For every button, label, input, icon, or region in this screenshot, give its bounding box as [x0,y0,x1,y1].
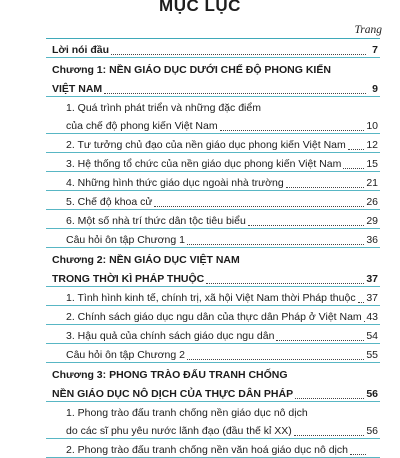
page-title: MỤC LỤC [159,0,241,15]
table-of-contents [46,38,380,458]
toc-chapter-row[interactable] [46,248,380,287]
toc-chapter-row[interactable] [46,58,380,97]
toc-entry-row[interactable] [46,172,380,191]
toc-page-number: 21 [366,177,378,189]
toc-leader-dots [104,92,366,94]
toc-leader-dots [206,282,364,284]
toc-leader-dots [248,224,365,226]
toc-leader-dots [348,148,365,150]
toc-entry-title: Câu hỏi ôn tập Chương 2 [66,349,185,361]
toc-chapter-title: VIỆT NAM [52,83,103,95]
toc-entry-title: 6. Một số nhà trí thức dân tộc tiêu biểu [66,215,246,227]
toc-leader-dots [111,53,366,55]
toc-page-number: 56 [366,388,378,400]
toc-leader-dots [295,397,364,399]
toc-page-number: 12 [366,139,378,151]
toc-chapter-title: Chương 2: NỀN GIÁO DỤC VIỆT NAM [52,254,240,266]
toc-chapter-title: Chương 3: PHONG TRÀO ĐẤU TRANH CHỐNG [52,369,288,381]
toc-entry-row[interactable] [46,439,380,458]
toc-page-number: 15 [366,158,378,170]
toc-page-number: 37 [366,273,378,285]
page-column-label: Trang [354,24,382,36]
toc-entry-title: 1. Quá trình phát triển và những đặc điểm [66,102,261,114]
toc-page-number: 36 [366,234,378,246]
toc-page-number: 10 [366,120,378,132]
toc-leader-dots [220,129,365,131]
toc-entry-title: Lời nói đầu [52,44,110,56]
toc-entry-title: 1. Tình hình kinh tế, chính trị, xã hội Việt Nam thời Pháp thuộc [66,292,356,304]
toc-page-number: 55 [366,349,378,361]
toc-entry-row[interactable] [46,229,380,248]
toc-entry-row[interactable] [46,306,380,325]
toc-page-number: 56 [366,425,378,437]
toc-entry-row[interactable] [46,344,380,363]
toc-leader-dots [350,453,366,455]
toc-entry-row[interactable] [46,210,380,229]
toc-leader-dots [154,205,364,207]
toc-leader-dots [187,358,364,360]
toc-entry-title: 2. Phong trào đấu tranh chống nền văn hoá giáo dục nô dịch [66,444,348,456]
toc-entry-title: 3. Hệ thống tổ chức của nền giáo dục phong kiến Việt Nam [66,158,342,170]
toc-entry-title: 5. Chế độ khoa cử [66,196,153,208]
toc-leader-dots [286,186,365,188]
toc-leader-dots [276,339,364,341]
toc-entry-title: do các sĩ phu yêu nước lãnh đạo (đầu thế kỉ XX) [66,425,292,437]
toc-entry-row[interactable] [46,153,380,172]
toc-entry-row[interactable] [46,191,380,210]
toc-entry-row[interactable] [46,97,380,134]
toc-page-number: 29 [366,215,378,227]
toc-page-number: 26 [366,196,378,208]
toc-entry-row[interactable] [46,402,380,439]
toc-leader-dots [343,167,364,169]
toc-chapter-title: NỀN GIÁO DỤC NÔ DỊCH CỦA THỰC DÂN PHÁP [52,388,294,400]
toc-leader-dots [364,320,365,322]
toc-entry-title: 2. Chính sách giáo dục ngu dân của thực dân Pháp ở Việt Nam [66,311,362,323]
toc-page-number: 54 [366,330,378,342]
toc-leader-dots [294,434,365,436]
toc-chapter-title: Chương 1: NỀN GIÁO DỤC DƯỚI CHẾ ĐỘ PHONG KIẾN [52,64,331,76]
toc-entry-row[interactable] [46,325,380,344]
toc-entry-title: 2. Tư tưởng chủ đạo của nền giáo dục phong kiến Việt Nam [66,139,346,151]
toc-chapter-title: TRONG THỜI KÌ PHÁP THUỘC [52,273,205,285]
toc-entry-row[interactable] [46,39,380,58]
toc-page-number: 37 [366,292,378,304]
toc-entry-title: của chế độ phong kiến Việt Nam [66,120,218,132]
toc-chapter-row[interactable] [46,363,380,402]
toc-entry-title: 4. Những hình thức giáo dục ngoài nhà trường [66,177,284,189]
toc-page-number: 9 [372,83,378,95]
toc-leader-dots [358,301,365,303]
toc-entry-title: Câu hỏi ôn tập Chương 1 [66,234,185,246]
toc-page-number: 43 [366,311,378,323]
toc-leader-dots [187,243,364,245]
toc-entry-title: 1. Phong trào đấu tranh chống nền giáo dục nô dịch [66,407,308,419]
toc-entry-row[interactable] [46,287,380,306]
toc-page-number: 7 [372,44,378,56]
toc-entry-row[interactable] [46,134,380,153]
toc-entry-title: 3. Hậu quả của chính sách giáo dục ngu dân [66,330,275,342]
